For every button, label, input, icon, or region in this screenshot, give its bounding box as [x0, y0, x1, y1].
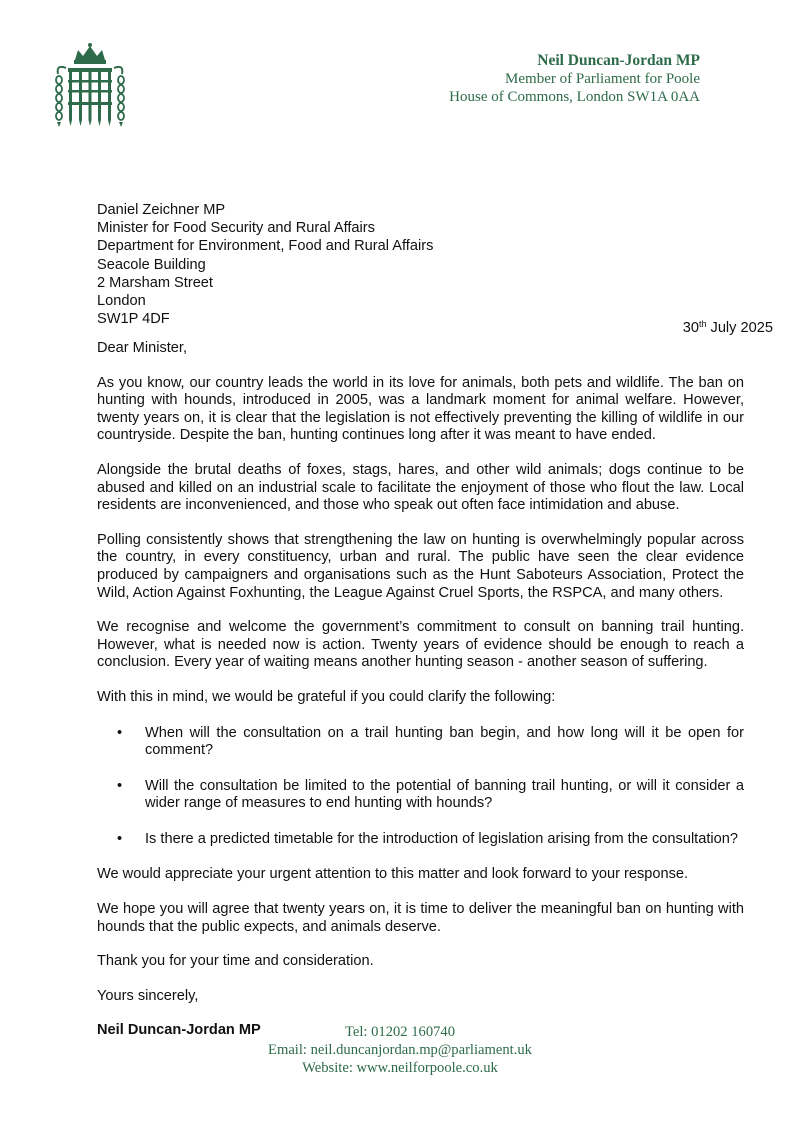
portcullis-icon [42, 38, 138, 138]
closing-paragraph: We hope you will agree that twenty years on, it is time to deliver the meaningful ban on hunting with hounds that the public expects, and animals deserve. [97, 901, 744, 935]
salutation: Dear Minister, [97, 340, 188, 356]
question-text: Is there a predicted timetable for the introduction of legislation arising from the consultation? [145, 830, 738, 847]
date-month-year: July 2025 [710, 320, 773, 336]
closing-paragraph: We would appreciate your urgent attention to this matter and look forward to your response. [97, 866, 689, 883]
recipient-line: SW1P 4DF [97, 311, 170, 328]
recipient-line: Department for Environment, Food and Rural Affairs [97, 238, 434, 255]
signature: Neil Duncan-Jordan MP [97, 1022, 261, 1039]
signoff: Yours sincerely, [97, 987, 199, 1004]
date-day: 30 [682, 320, 699, 336]
sender-name: Neil Duncan-Jordan MP [537, 52, 700, 69]
body-paragraph: As you know, our country leads the world in its love for animals, both pets and wildlife. The ban on hunting with hounds, introduced in 2005, was a landmark moment for animal welfare. However, twenty years on, it is clear that the legislation is not effectively preventing the killing of wildlife in our countryside. Despite the ban, hunting continues long after it was meant to have ended. [97, 374, 744, 444]
list-item [97, 831, 744, 849]
sender-role: Member of Parliament for Poole [505, 71, 700, 87]
questions-intro: With this in mind, we would be grateful if you could clarify the following: [97, 688, 556, 705]
letterhead [449, 52, 700, 106]
body-paragraph: Alongside the brutal deaths of foxes, stags, hares, and other wild animals; dogs continue to be abused and killed on an industrial scale to facilitate the enjoyment of those who flout the law. Local residents are inconvenienced, and those who speak out often face intimidation and abuse. [97, 461, 744, 514]
bullet-icon: • [117, 777, 123, 794]
footer-tel: Tel: 01202 160740 [344, 1024, 456, 1040]
footer-website[interactable]: Website: www.neilforpoole.co.uk [302, 1060, 498, 1076]
closing-paragraph: Thank you for your time and consideration. [97, 953, 374, 970]
question-text: When will the consultation on a trail hunting ban begin, and how long will it be open for comment? [145, 724, 744, 759]
letter-date [683, 320, 773, 336]
body-paragraph: Polling consistently shows that strengthening the law on hunting is overwhelmingly popular across the country, in every constituency, urban and rural. The public have seen the clear evidence produced by campaigners and organisations such as the Hunt Saboteurs Association, Protect the Wild, Action Against Foxhunting, the League Against Cruel Sports, the RSPCA, and many others. [97, 531, 744, 601]
date-suffix: th [698, 319, 707, 329]
recipient-line: London [97, 293, 146, 310]
letter-body [97, 340, 744, 1040]
body-paragraph: We recognise and welcome the government’s commitment to consult on banning trail hunting. However, what is needed now is action. Twenty years of evidence should be enough to reach a conclusion. Every year of waiting means another hunting season - another season of suffering. [97, 619, 744, 671]
bullet-icon: • [117, 724, 123, 741]
list-item [97, 725, 744, 760]
questions-list [97, 725, 744, 849]
footer-email[interactable]: Email: neil.duncanjordan.mp@parliament.uk [268, 1042, 532, 1058]
bullet-icon: • [117, 830, 123, 847]
recipient-line: Daniel Zeichner MP [97, 202, 226, 218]
recipient-line: Seacole Building [97, 256, 206, 273]
recipient-line: 2 Marsham Street [97, 274, 213, 291]
sender-address: House of Commons, London SW1A 0AA [449, 89, 700, 105]
recipient-address [97, 201, 433, 328]
contact-footer [0, 1023, 800, 1077]
list-item [97, 778, 744, 813]
recipient-line: Minister for Food Security and Rural Affairs [97, 220, 375, 237]
question-text: Will the consultation be limited to the potential of banning trail hunting, or will it consider a wider range of measures to end hunting with hounds? [145, 777, 744, 812]
